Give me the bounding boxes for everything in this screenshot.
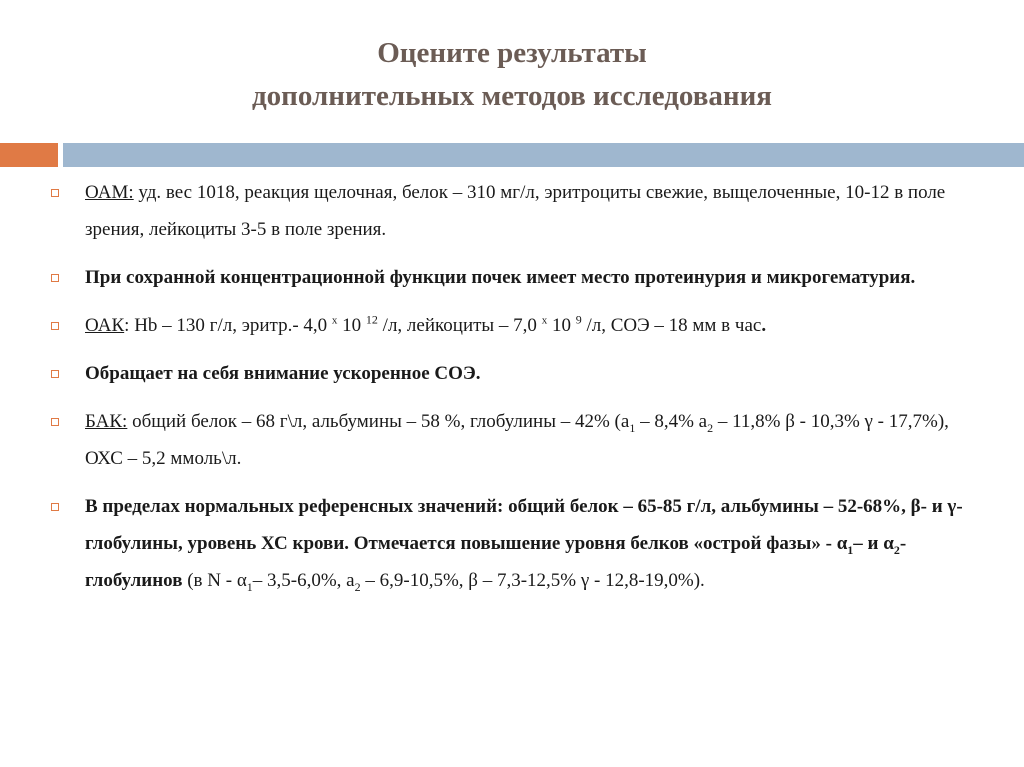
oak-multiply-2: х <box>541 314 548 327</box>
bak-norm-text-3: – 6,9-10,5%, β – 7,3-12,5% γ - 12,8-19,0%). <box>360 570 705 591</box>
oam-conclusion-text: При сохранной концентрационной функции почек имеет место протеинурия и микрогематурия. <box>85 267 916 288</box>
bak-subscript-2: 2 <box>707 420 714 435</box>
bak-norm-subscript-2: 2 <box>354 579 361 594</box>
list-item-bak <box>0 403 1024 477</box>
accent-bar <box>0 143 58 167</box>
oak-text-5: /л, СОЭ – 18 мм в час <box>581 315 762 336</box>
oam-label: ОАМ: <box>85 182 134 203</box>
list-item-oak-conclusion <box>0 355 1024 392</box>
oak-text-1: : Hb – 130 г/л, эритр.- 4,0 <box>124 315 332 336</box>
slide-title-line-2: дополнительных методов исследования <box>252 80 772 112</box>
bak-conclusion-text-2: – и α <box>853 533 894 554</box>
bak-text-2: – 8,4% а <box>635 411 708 432</box>
bak-label: БАК: <box>85 411 128 432</box>
bak-conclusion-subscript-1: 1 <box>847 542 854 557</box>
bak-norm-text-2: – 3,5-6,0%, а <box>252 570 355 591</box>
oak-text-2: 10 <box>337 315 366 336</box>
bak-text-1: общий белок – 68 г\л, альбумины – 58 %, глобулины – 42% (а <box>127 411 630 432</box>
bullet-icon <box>51 322 59 330</box>
bak-norm-subscript-1: 1 <box>246 579 253 594</box>
list-item-bak-conclusion <box>0 488 1024 599</box>
bullet-icon <box>51 274 59 282</box>
oak-exponent-1: 12 <box>365 312 378 327</box>
slide-title <box>0 32 1024 118</box>
slide-title-line-1: Оцените результаты <box>377 37 647 69</box>
bak-conclusion-text-1: В пределах нормальных референсных значений: общий белок – 65-85 г/л, альбумины – 52-68%, β- и γ-глобулины, уровень ХС крови. Отмечается повышение уровня белков «острой фазы» - α <box>85 496 963 554</box>
oak-multiply-1: х <box>331 314 338 327</box>
header-bar <box>63 143 1024 167</box>
content-list <box>0 174 1024 610</box>
bullet-icon <box>51 189 59 197</box>
oak-text-6: . <box>761 315 767 336</box>
list-item-oam <box>0 174 1024 248</box>
bullet-icon <box>51 418 59 426</box>
bak-text-3: – 11,8% β - 10,3% γ - 17,7%), ОХС – 5,2 ммоль\л. <box>85 411 949 469</box>
bullet-icon <box>51 503 59 511</box>
oak-exponent-2: 9 <box>575 312 582 327</box>
bak-conclusion-subscript-2: 2 <box>893 542 900 557</box>
oak-text-3: /л, лейкоциты – 7,0 <box>377 315 542 336</box>
bak-conclusion-text-3: -глобулинов <box>85 533 907 591</box>
oak-text-4: 10 <box>547 315 576 336</box>
list-item-oak <box>0 307 1024 344</box>
bak-subscript-1: 1 <box>629 420 636 435</box>
oak-label: ОАК <box>85 315 125 336</box>
list-item-oam-conclusion <box>0 259 1024 296</box>
oak-conclusion-text: Обращает на себя внимание ускоренное СОЭ. <box>85 363 481 384</box>
bullet-icon <box>51 370 59 378</box>
bak-norm-range <box>182 570 705 594</box>
oam-text: уд. вес 1018, реакция щелочная, белок – 310 мг/л, эритроциты свежие, выщелоченные, 10-12 в поле зрения, лейкоциты 3-5 в поле зрения. <box>85 182 946 240</box>
bak-norm-text-1: (в N - α <box>182 570 247 591</box>
